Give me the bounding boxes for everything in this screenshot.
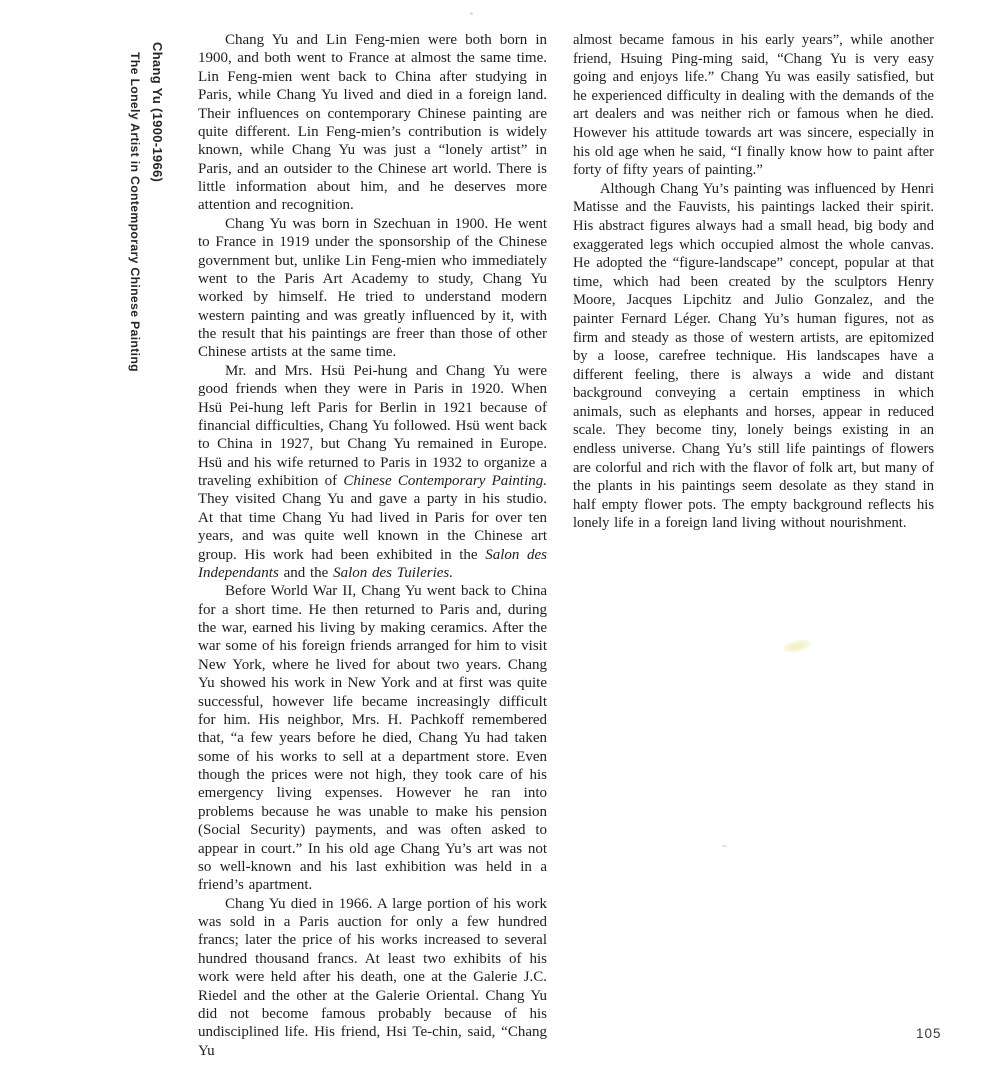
italic-text-segment: Salon des Independants [198,546,547,581]
sidebar-chapter-title: Chang Yu (1900-1966) [150,42,165,183]
paragraph [198,362,547,583]
scan-speck-artifact [722,845,727,847]
text-segment: and the [278,564,334,581]
page-number: 105 [916,1026,942,1041]
paragraph [573,180,934,533]
text-segment: Chang Yu was born in Szechuan in 1900. He went to France in 1919 under the sponsorship of the Chinese government but, unlike Lin Feng-mien who immediately went to the Paris Art Academy to study, Chang Yu worked by himself. He tried to understand modern western painting and was greatly influenced by it, with the result that his paintings are freer than those of other Chinese artists at the same time. [198,215,547,361]
paragraph [198,31,547,215]
text-segment: Mr. and Mrs. Hsü Pei-hung and Chang Yu were good friends when they were in Paris in 1920. When Hsü Pei-hung left Paris for Berlin in 1921 because of financial difficulties, Chang Yu followed. Hsü went back to China in 1927, but Chang Yu remained in Europe. Hsü and his wife returned to Paris in 1932 to organize a traveling exhibition of [198,362,547,489]
italic-text-segment: Salon des Tuileries. [333,564,453,581]
text-column-right [573,31,934,533]
text-segment: Chang Yu died in 1966. A large portion of his work was sold in a Paris auction for only a few hundred francs; later the price of his works increased to several hundred thousand francs. At least two exhibits of his work were held after his death, one at the Galerie J.C. Riedel and the other at the Galerie Oriental. Chang Yu did not become famous probably because of his undisciplined life. His friend, Hsi Te-chin, said, “Chang Yu [198,895,547,1059]
text-segment: Before World War II, Chang Yu went back to China for a short time. He then returned to Paris and, during the war, earned his living by making ceramics. After the war some of his foreign friends arranged for him to visit New York, where he lived for about two years. Chang Yu showed his work in New York and at first was quite successful, however life became increasingly difficult for him. His neighbor, Mrs. H. Pachkoff remembered that, “a few years before he died, Chang Yu had taken some of his works to sell at a department store. Even though the prices were not high, they took care of his emergency living expenses. However he ran into problems because he was unable to make his pension (Social Security) payments, and was often asked to appear in court.” In his old age Chang Yu’s art was not so well-known and his last exhibition was held in a friend’s apartment. [198,583,547,894]
sidebar-chapter-subtitle: The Lonely Artist in Contemporary Chinese Painting [128,52,142,372]
scan-speck-artifact [470,12,473,15]
italic-text-segment: Chinese Contemporary Painting. [343,473,547,489]
paragraph [198,582,547,894]
scan-smudge-artifact [781,637,813,656]
text-segment: Although Chang Yu’s painting was influenced by Henri Matisse and the Fauvists, his paintings lacked their spirit. His abstract figures always had a small head, big body and exaggerated legs which occupied almost the whole canvas. He adopted the “figure-landscape” concept, popular at that time, which had been created by the sculptors Henry Moore, Jacques Lipchitz and Julio Gonzalez, and the painter Fernard Léger. Chang Yu’s human figures, not as firm and steady as those of western artists, are epitomized by a loose, carefree technique. His landscapes have a different feeling, there is always a wide and distant background conveying a certain emptiness in which animals, such as elephants and horses, appear in reduced scale. They become tiny, lonely beings existing in an endless universe. Chang Yu’s still life paintings of flowers are colorful and rich with the flavor of folk art, but many of the plants in his paintings seem desolate as they stand in half empty flower pots. The empty background reflects his lonely life in a foreign land living without nourishment. [573,180,934,532]
paragraph [573,31,934,180]
text-column-left [198,31,547,1060]
paragraph [198,215,547,362]
text-segment: almost became famous in his early years”, while another friend, Hsuing Ping-ming said, “Chang Yu is very easy going and enjoys life.” Chang Yu was easily satisfied, but he experienced difficulty in dealing with the demands of the art dealers and was neither rich or famous when he died. However his attitude towards art was sincere, especially in his old age when he said, “I finally know how to paint after forty of fifty years of painting.” [573,32,934,179]
text-segment: Chang Yu and Lin Feng-mien were both born in 1900, and both went to France at almost the same time. Lin Feng-mien went back to China after studying in Paris, while Chang Yu lived and died in a foreign land. Their influences on contemporary Chinese painting are quite different. Lin Feng-mien’s contribution is widely known, while Chang Yu was just a “lonely artist” in Paris, and an outsider to the Chinese art world. There is little information about him, and he deserves more attention and recognition. [198,32,547,214]
text-segment: They visited Chang Yu and gave a party in his studio. At that time Chang Yu had lived in Paris for over ten years, and was quite well known in the Chinese art group. His work had been exhibited in the [198,491,547,563]
paragraph [198,895,547,1060]
